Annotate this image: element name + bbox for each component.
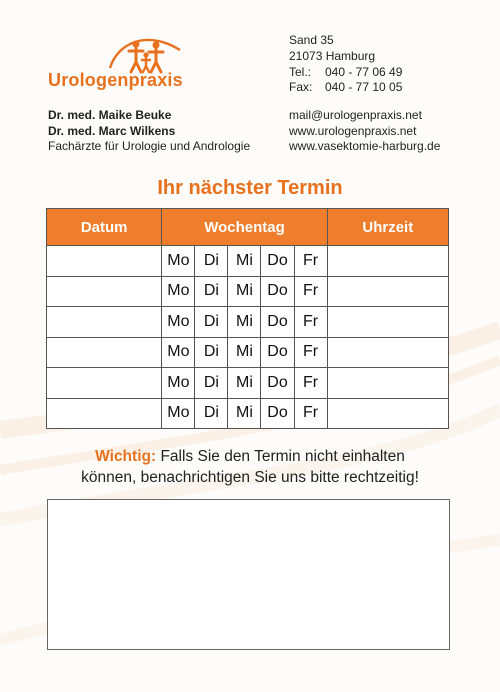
weekday-option[interactable]: Di [195, 307, 228, 338]
table-row [47, 368, 449, 399]
weekday-option[interactable]: Fr [294, 307, 327, 338]
fax-row [289, 80, 402, 96]
weekday-option[interactable]: Do [261, 276, 294, 307]
notes-box[interactable] [47, 499, 450, 650]
contact-block [289, 108, 440, 155]
email-link[interactable]: mail@urologenpraxis.net [289, 108, 422, 122]
weekday-option[interactable]: Do [261, 368, 294, 399]
table-row [47, 337, 449, 368]
weekday-option[interactable]: Mo [162, 276, 195, 307]
time-cell[interactable] [327, 368, 448, 399]
weekday-option[interactable]: Fr [294, 276, 327, 307]
weekday-option[interactable]: Mo [162, 368, 195, 399]
phone-number: 040 - 77 06 49 [325, 64, 403, 79]
date-cell[interactable] [47, 398, 162, 429]
logo [48, 32, 198, 92]
doctor-name: Dr. med. Maike Beuke [48, 108, 172, 122]
weekday-option[interactable]: Di [195, 276, 228, 307]
header-time: Uhrzeit [327, 209, 448, 246]
weekday-option[interactable]: Mo [162, 398, 195, 429]
weekday-option[interactable]: Mo [162, 246, 195, 277]
weekday-option[interactable]: Mo [162, 337, 195, 368]
date-cell[interactable] [47, 368, 162, 399]
phone-label: Tel.: [289, 64, 312, 79]
doctor-name: Dr. med. Marc Wilkens [48, 123, 176, 138]
time-cell[interactable] [327, 246, 448, 277]
weekday-option[interactable]: Fr [294, 368, 327, 399]
appointment-table [46, 208, 449, 429]
fax-label: Fax: [289, 80, 313, 95]
weekday-option[interactable]: Fr [294, 337, 327, 368]
weekday-option[interactable]: Di [195, 398, 228, 429]
weekday-option[interactable]: Do [261, 337, 294, 368]
website-link[interactable]: www.urologenpraxis.net [289, 123, 417, 138]
header-weekday: Wochentag [162, 209, 327, 246]
weekday-option[interactable]: Do [261, 307, 294, 338]
table-row [47, 276, 449, 307]
weekday-option[interactable]: Mi [228, 337, 261, 368]
notice-label: Wichtig: [95, 448, 157, 465]
date-cell[interactable] [47, 246, 162, 277]
date-cell[interactable] [47, 307, 162, 338]
date-cell[interactable] [47, 337, 162, 368]
doctors-block [48, 108, 250, 155]
weekday-option[interactable]: Di [195, 337, 228, 368]
weekday-option[interactable]: Mi [228, 368, 261, 399]
time-cell[interactable] [327, 307, 448, 338]
table-row [47, 307, 449, 338]
page-title: Ihr nächster Termin [157, 177, 343, 199]
weekday-option[interactable]: Do [261, 398, 294, 429]
weekday-option[interactable]: Mo [162, 307, 195, 338]
specialty: Fachärzte für Urologie und Andrologie [48, 139, 251, 153]
address-block [289, 33, 402, 96]
logo-text: Urologenpraxis [48, 70, 183, 90]
family-figures-icon [108, 32, 188, 74]
address-street: Sand 35 [289, 33, 334, 47]
weekday-option[interactable]: Mi [228, 398, 261, 429]
phone-row [289, 65, 402, 81]
address-city: 21073 Hamburg [289, 48, 376, 63]
weekday-option[interactable]: Fr [294, 398, 327, 429]
weekday-option[interactable]: Do [261, 246, 294, 277]
weekday-option[interactable]: Fr [294, 246, 327, 277]
notice-text [0, 446, 500, 488]
weekday-option[interactable]: Mi [228, 276, 261, 307]
weekday-option[interactable]: Di [195, 246, 228, 277]
table-header-row [47, 209, 449, 246]
table-row [47, 246, 449, 277]
notice-line-2: können, benachrichtigen Sie uns bitte rechtzeitig! [81, 469, 419, 486]
header-date: Datum [47, 209, 162, 246]
website-link[interactable]: www.vasektomie-harburg.de [289, 139, 441, 153]
weekday-option[interactable]: Mi [228, 246, 261, 277]
table-row [47, 398, 449, 429]
weekday-option[interactable]: Mi [228, 307, 261, 338]
time-cell[interactable] [327, 398, 448, 429]
fax-number: 040 - 77 10 05 [325, 80, 403, 95]
time-cell[interactable] [327, 276, 448, 307]
notice-line-1: Falls Sie den Termin nicht einhalten [160, 448, 405, 465]
weekday-option[interactable]: Di [195, 368, 228, 399]
date-cell[interactable] [47, 276, 162, 307]
time-cell[interactable] [327, 337, 448, 368]
